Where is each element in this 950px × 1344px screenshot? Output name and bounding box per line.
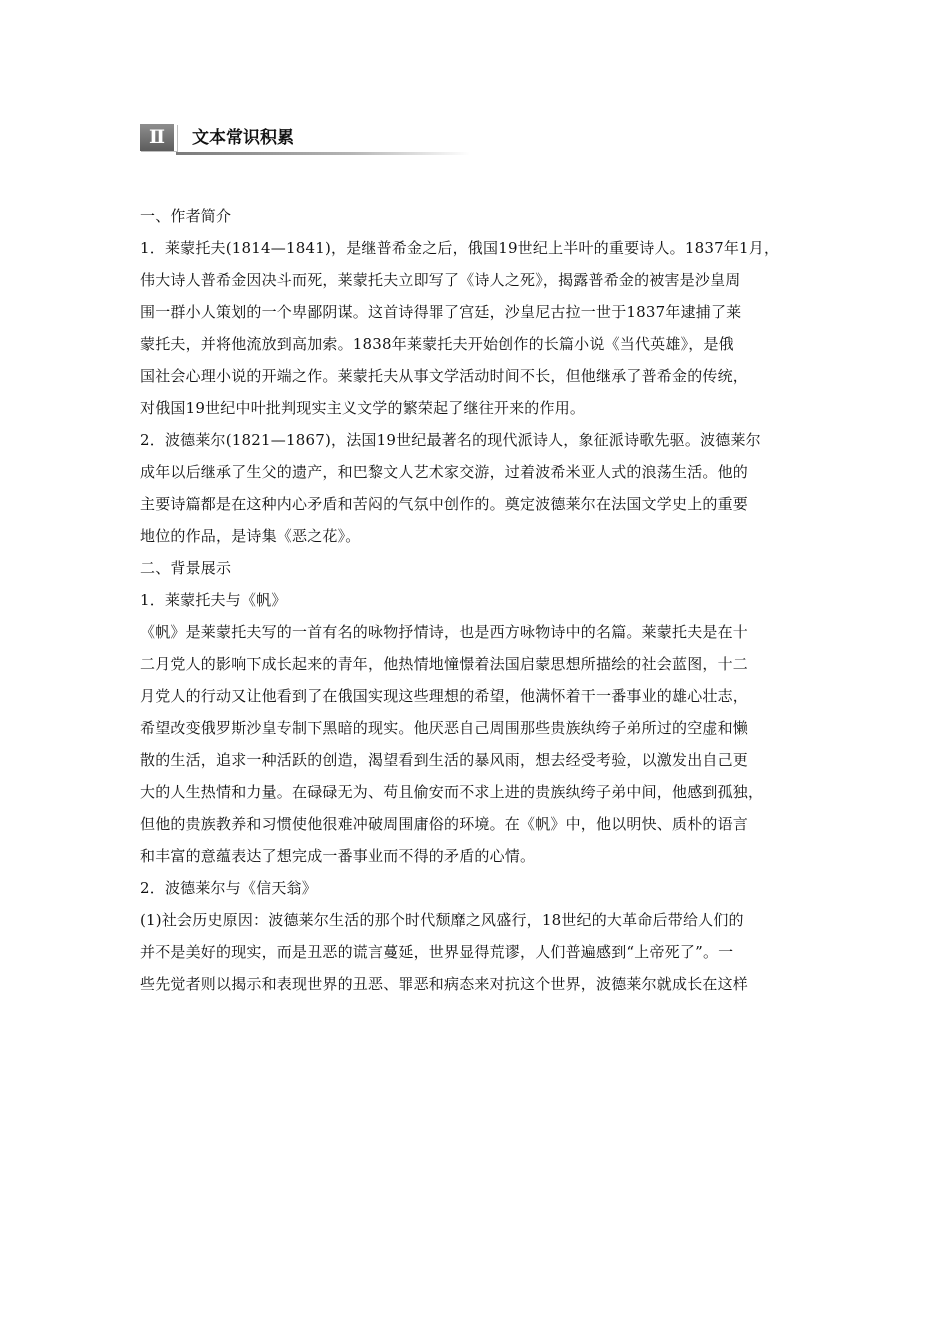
text-line: 围一群小人策划的一个卑鄙阴谋。这首诗得罪了宫廷，沙皇尼古拉一世于1837年逮捕了莱	[140, 303, 742, 321]
heading-background: 二、背景展示	[140, 559, 232, 577]
text-line: 1．莱蒙托夫(1814—1841)，是继普希金之后，俄国19世纪上半叶的重要诗人。1837年1月，	[140, 239, 780, 257]
subheading-baudelaire-albatross: 2．波德莱尔与《信天翁》	[140, 879, 317, 897]
section-title: 文本常识积累	[192, 128, 294, 148]
paragraph-lermontov	[140, 232, 824, 424]
text-line: 成年以后继承了生父的遗产，和巴黎文人艺术家交游，过着波希米亚人式的浪荡生活。他的	[140, 463, 749, 481]
subheading-lermontov-sail: 1．莱蒙托夫与《帆》	[140, 591, 287, 609]
text-line: 蒙托夫，并将他流放到高加索。1838年莱蒙托夫开始创作的长篇小说《当代英雄》，是俄	[140, 335, 734, 353]
section-numeral-badge: Ⅱ	[140, 124, 177, 151]
text-line: 希望改变俄罗斯沙皇专制下黑暗的现实。他厌恶自己周围那些贵族纨绔子弟所过的空虚和懒	[140, 719, 749, 737]
text-line: 地位的作品，是诗集《恶之花》。	[140, 527, 361, 545]
text-line: 大的人生热情和力量。在碌碌无为、苟且偷安而不求上进的贵族纨绔子弟中间，他感到孤独，	[140, 783, 764, 801]
text-line: 和丰富的意蕴表达了想完成一番事业而不得的矛盾的心情。	[140, 847, 536, 865]
text-line: 对俄国19世纪中叶批判现实主义文学的繁荣起了继往开来的作用。	[140, 399, 586, 417]
text-line: 国社会心理小说的开端之作。莱蒙托夫从事文学活动时间不长，但他继承了普希金的传统，	[140, 367, 749, 385]
text-line: 主要诗篇都是在这种内心矛盾和苦闷的气氛中创作的。奠定波德莱尔在法国文学史上的重要	[140, 495, 749, 513]
text-line: 《帆》是莱蒙托夫写的一首有名的咏物抒情诗，也是西方咏物诗中的名篇。莱蒙托夫是在十	[140, 623, 749, 641]
section-header	[140, 124, 470, 156]
text-line: (1)社会历史原因：波德莱尔生活的那个时代颓靡之风盛行，18世纪的大革命后带给人们的	[140, 911, 744, 929]
text-line: 散的生活，追求一种活跃的创造，渴望看到生活的暴风雨，想去经受考验，以激发出自己更	[140, 751, 749, 769]
text-line: 些先觉者则以揭示和表现世界的丑恶、罪恶和病态来对抗这个世界，波德莱尔就成长在这样	[140, 975, 749, 993]
text-line: 伟大诗人普希金因决斗而死，莱蒙托夫立即写了《诗人之死》，揭露普希金的被害是沙皇周	[140, 271, 741, 289]
document-body	[140, 200, 824, 1000]
section-title-underline	[176, 152, 470, 155]
text-line: 月党人的行动又让他看到了在俄国实现这些理想的希望，他满怀着干一番事业的雄心壮志，	[140, 687, 749, 705]
paragraph-baudelaire	[140, 424, 824, 552]
text-line: 2．波德莱尔(1821—1867)，法国19世纪最著名的现代派诗人，象征派诗歌先驱。波德莱尔	[140, 431, 761, 449]
heading-author-intro: 一、作者简介	[140, 207, 232, 225]
paragraph-sail	[140, 616, 824, 872]
text-line: 并不是美好的现实，而是丑恶的谎言蔓延，世界显得荒谬，人们普遍感到“上帝死了”。一	[140, 943, 734, 961]
text-line: 二月党人的影响下成长起来的青年，他热情地憧憬着法国启蒙思想所描绘的社会蓝图，十二	[140, 655, 749, 673]
text-line: 但他的贵族教养和习惯使他很难冲破周围庸俗的环境。在《帆》中，他以明快、质朴的语言	[140, 815, 749, 833]
paragraph-albatross	[140, 904, 824, 1000]
